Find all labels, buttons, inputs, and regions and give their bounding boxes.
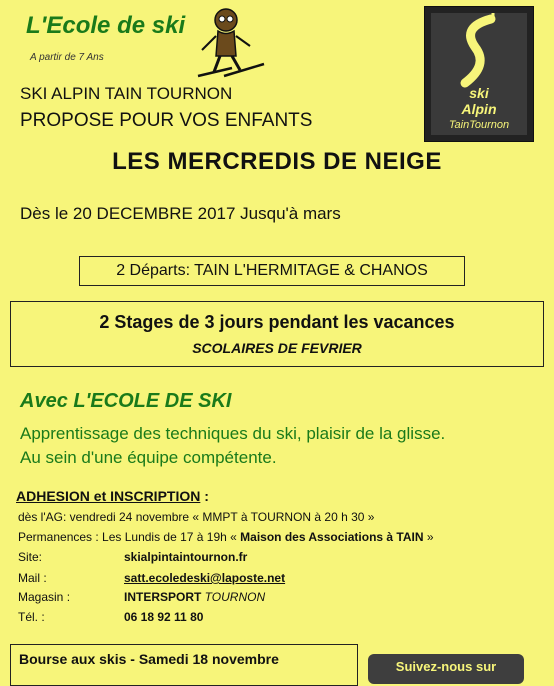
shop-town: TOURNON bbox=[201, 590, 266, 604]
shop-name: INTERSPORT bbox=[124, 590, 202, 604]
contact-label: Mail : bbox=[18, 571, 47, 585]
stages-line-1: 2 Stages de 3 jours pendant les vacances bbox=[99, 312, 455, 332]
main-title: LES MERCREDIS DE NEIGE bbox=[112, 148, 442, 175]
skier-mascot-icon bbox=[188, 6, 268, 86]
adhesion-colon: : bbox=[200, 488, 209, 504]
phone-number: 06 18 92 11 80 bbox=[124, 610, 204, 624]
club-logo bbox=[424, 6, 534, 142]
ecole-desc-1: Apprentissage des techniques du ski, plaisir de la glisse. bbox=[20, 424, 446, 443]
ag-bold: MMPT à TOURNON à 20 h 30 bbox=[202, 510, 365, 524]
ag-prefix: dès l'AG: vendredi 24 novembre « bbox=[18, 510, 203, 524]
stages-line-2: SCOLAIRES DE FEVRIER bbox=[192, 340, 362, 356]
departs-box: 2 Départs: TAIN L'HERMITAGE & CHANOS bbox=[79, 256, 465, 286]
mail-link[interactable]: satt.ecoledeski@laposte.net bbox=[124, 571, 286, 585]
age-subtitle: A partir de 7 Ans bbox=[30, 52, 104, 63]
ag-line bbox=[18, 510, 374, 524]
perm-suffix: » bbox=[423, 530, 434, 544]
contact-label: Tél. : bbox=[18, 610, 45, 624]
school-title: L'Ecole de ski bbox=[26, 12, 186, 39]
adhesion-heading-text: ADHESION et INSCRIPTION bbox=[16, 488, 201, 504]
contact-phone bbox=[18, 610, 203, 624]
stages-box bbox=[10, 301, 544, 367]
perm-prefix: Permanences : Les Lundis de 17 à 19h « bbox=[18, 530, 241, 544]
contact-label: Site: bbox=[18, 550, 43, 564]
ecole-heading: Avec L'ECOLE DE SKI bbox=[20, 390, 232, 412]
club-name: SKI ALPIN TAIN TOURNON bbox=[20, 84, 233, 103]
propose-line: PROPOSE POUR VOS ENFANTS bbox=[20, 110, 313, 131]
logo-town-text: TainTournon bbox=[448, 119, 510, 131]
ag-suffix: » bbox=[364, 510, 375, 524]
bourse-text: Bourse aux skis - Samedi 18 novembre bbox=[19, 651, 279, 667]
logo-ski-text: ski bbox=[469, 85, 489, 101]
adhesion-heading bbox=[16, 488, 209, 504]
permanences-line bbox=[18, 530, 434, 544]
follow-us-button[interactable]: Suivez-nous sur bbox=[368, 654, 524, 684]
date-line: Dès le 20 DECEMBRE 2017 Jusqu'à mars bbox=[20, 204, 341, 223]
contact-shop bbox=[18, 590, 265, 604]
contact-mail bbox=[18, 571, 285, 585]
bourse-box bbox=[10, 644, 358, 686]
perm-bold: Maison des Associations à TAIN bbox=[240, 530, 424, 544]
site-link[interactable]: skialpintaintournon.fr bbox=[124, 550, 248, 564]
logo-alpin-text: Alpin bbox=[461, 101, 497, 117]
contact-label: Magasin : bbox=[18, 590, 71, 604]
ecole-desc-2: Au sein d'une équipe compétente. bbox=[20, 448, 277, 467]
ski-s-icon bbox=[431, 13, 527, 93]
contact-site bbox=[18, 550, 247, 564]
